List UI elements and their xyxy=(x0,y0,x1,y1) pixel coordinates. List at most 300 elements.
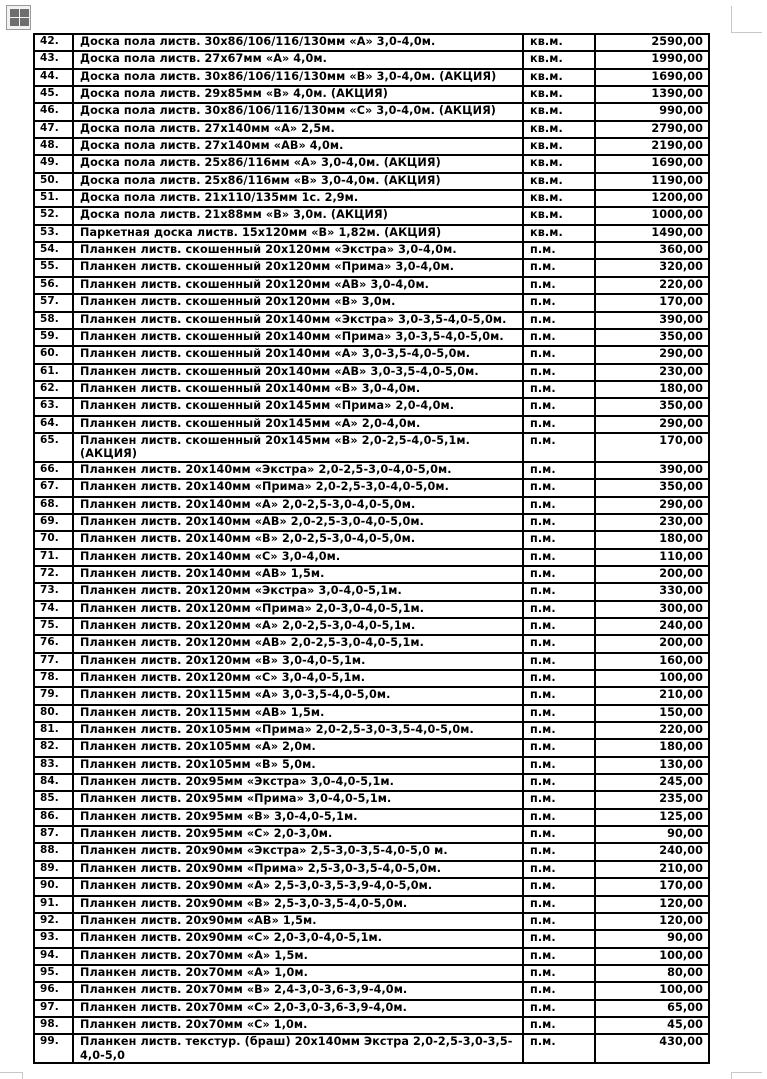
table-row xyxy=(34,242,709,259)
price-cell[interactable]: 350,00 xyxy=(595,398,709,415)
row-number-cell[interactable]: 81. xyxy=(34,722,73,739)
table-row xyxy=(34,687,709,704)
unit-cell[interactable]: п.м. xyxy=(523,566,595,583)
table-row xyxy=(34,583,709,600)
table-row xyxy=(34,190,709,207)
price-cell[interactable]: 170,00 xyxy=(595,433,709,462)
table-row xyxy=(34,103,709,120)
row-number-cell[interactable]: 79. xyxy=(34,687,73,704)
price-cell[interactable]: 430,00 xyxy=(595,1034,709,1063)
table-row xyxy=(34,207,709,224)
product-description-cell[interactable]: Планкен листв. 20х105мм «Прима» 2,0-2,5-3,0-3,5-4,0-5,0м. xyxy=(73,722,523,739)
product-description-cell[interactable]: Планкен листв. 20х120мм «Прима» 2,0-3,0-4,0-5,1м. xyxy=(73,601,523,618)
table-row xyxy=(34,705,709,722)
product-description-cell[interactable]: Доска пола листв. 25х86/116мм «В» 3,0-4,0м. (АКЦИЯ) xyxy=(73,173,523,190)
unit-cell[interactable]: кв.м. xyxy=(523,173,595,190)
table-row xyxy=(34,329,709,346)
product-description-cell[interactable]: Планкен листв. 20х120мм «А» 2,0-2,5-3,0-4,0-5,1м. xyxy=(73,618,523,635)
table-row xyxy=(34,635,709,652)
row-number-cell[interactable]: 84. xyxy=(34,774,73,791)
unit-cell[interactable]: кв.м. xyxy=(523,121,595,138)
product-description-cell[interactable]: Планкен листв. 20х70мм «С» 2,0-3,0-3,6-3,9-4,0м. xyxy=(73,1000,523,1017)
row-number-cell[interactable]: 86. xyxy=(34,809,73,826)
row-number-cell[interactable]: 89. xyxy=(34,861,73,878)
table-row xyxy=(34,843,709,860)
product-description-cell[interactable]: Паркетная доска листв. 15х120мм «В» 1,82м. (АКЦИЯ) xyxy=(73,225,523,242)
unit-cell[interactable]: п.м. xyxy=(523,653,595,670)
handle-square xyxy=(10,9,19,17)
table-row xyxy=(34,566,709,583)
row-number-cell[interactable]: 82. xyxy=(34,739,73,756)
unit-cell[interactable]: п.м. xyxy=(523,346,595,363)
table-row xyxy=(34,381,709,398)
table-row xyxy=(34,398,709,415)
product-description-cell[interactable]: Планкен листв. 20х140мм «А» 2,0-2,5-3,0-4,0-5,0м. xyxy=(73,497,523,514)
product-description-cell[interactable]: Планкен листв. 20х115мм «А» 3,0-3,5-4,0-5,0м. xyxy=(73,687,523,704)
table-row xyxy=(34,34,709,51)
price-cell[interactable]: 240,00 xyxy=(595,843,709,860)
price-cell[interactable]: 200,00 xyxy=(595,566,709,583)
row-number-cell[interactable]: 92. xyxy=(34,913,73,930)
unit-cell[interactable]: п.м. xyxy=(523,1000,595,1017)
unit-cell[interactable]: п.м. xyxy=(523,259,595,276)
table-row xyxy=(34,809,709,826)
product-description-cell[interactable]: Планкен листв. 20х140мм «АВ» 1,5м. xyxy=(73,566,523,583)
product-description-cell[interactable]: Доска пола листв. 27х140мм «А» 2,5м. xyxy=(73,121,523,138)
unit-cell[interactable]: п.м. xyxy=(523,913,595,930)
product-description-cell[interactable]: Планкен листв. 20х70мм «В» 2,4-3,0-3,6-3,9-4,0м. xyxy=(73,982,523,999)
row-number-cell[interactable]: 66. xyxy=(34,462,73,479)
table-row xyxy=(34,1017,709,1034)
unit-cell[interactable]: п.м. xyxy=(523,826,595,843)
price-cell[interactable]: 180,00 xyxy=(595,381,709,398)
price-cell[interactable]: 90,00 xyxy=(595,826,709,843)
price-cell[interactable]: 2790,00 xyxy=(595,121,709,138)
row-number-cell[interactable]: 77. xyxy=(34,653,73,670)
row-number-cell[interactable]: 93. xyxy=(34,930,73,947)
price-cell[interactable]: 130,00 xyxy=(595,757,709,774)
unit-cell[interactable]: п.м. xyxy=(523,843,595,860)
product-description-cell[interactable]: Планкен листв. 20х95мм «Прима» 3,0-4,0-5,1м. xyxy=(73,791,523,808)
table-row xyxy=(34,878,709,895)
price-cell[interactable]: 390,00 xyxy=(595,312,709,329)
unit-cell[interactable]: п.м. xyxy=(523,277,595,294)
product-description-cell[interactable]: Планкен листв. скошенный 20х145мм «Прима» 2,0-4,0м. xyxy=(73,398,523,415)
table-row xyxy=(34,364,709,381)
product-description-cell[interactable]: Планкен листв. 20х90мм «А» 2,5-3,0-3,5-3,9-4,0-5,0м. xyxy=(73,878,523,895)
row-number-cell[interactable]: 68. xyxy=(34,497,73,514)
unit-cell[interactable]: п.м. xyxy=(523,312,595,329)
row-number-cell[interactable]: 88. xyxy=(34,843,73,860)
price-cell[interactable]: 1000,00 xyxy=(595,207,709,224)
row-number-cell[interactable]: 49. xyxy=(34,155,73,172)
row-number-cell[interactable]: 90. xyxy=(34,878,73,895)
table-row xyxy=(34,861,709,878)
unit-cell[interactable]: кв.м. xyxy=(523,207,595,224)
price-cell[interactable]: 240,00 xyxy=(595,618,709,635)
row-number-cell[interactable]: 65. xyxy=(34,433,73,462)
row-number-cell[interactable]: 58. xyxy=(34,312,73,329)
unit-cell[interactable]: п.м. xyxy=(523,930,595,947)
unit-cell[interactable]: п.м. xyxy=(523,294,595,311)
price-cell[interactable]: 170,00 xyxy=(595,878,709,895)
unit-cell[interactable]: кв.м. xyxy=(523,51,595,68)
row-number-cell[interactable]: 74. xyxy=(34,601,73,618)
product-description-cell[interactable]: Планкен листв. скошенный 20х140мм «Прима» 3,0-3,5-4,0-5,0м. xyxy=(73,329,523,346)
unit-cell[interactable]: п.м. xyxy=(523,364,595,381)
price-cell[interactable]: 290,00 xyxy=(595,346,709,363)
page-corner-mark-bottom-right xyxy=(731,1072,762,1079)
product-description-cell[interactable]: Планкен листв. 20х70мм «А» 1,5м. xyxy=(73,948,523,965)
product-description-cell[interactable]: Планкен листв. 20х140мм «В» 2,0-2,5-3,0-4,0-5,0м. xyxy=(73,531,523,548)
unit-cell[interactable]: п.м. xyxy=(523,462,595,479)
table-row xyxy=(34,774,709,791)
table-row xyxy=(34,514,709,531)
unit-cell[interactable]: кв.м. xyxy=(523,103,595,120)
price-cell[interactable]: 350,00 xyxy=(595,329,709,346)
table-row xyxy=(34,930,709,947)
price-cell[interactable]: 330,00 xyxy=(595,583,709,600)
row-number-cell[interactable]: 71. xyxy=(34,549,73,566)
table-row xyxy=(34,497,709,514)
unit-cell[interactable]: п.м. xyxy=(523,242,595,259)
unit-cell[interactable]: п.м. xyxy=(523,896,595,913)
unit-cell[interactable]: п.м. xyxy=(523,635,595,652)
table-row xyxy=(34,531,709,548)
row-number-cell[interactable]: 45. xyxy=(34,86,73,103)
handle-square xyxy=(20,18,29,26)
unit-cell[interactable]: п.м. xyxy=(523,601,595,618)
product-description-cell[interactable]: Планкен листв. 20х90мм «Экстра» 2,5-3,0-3,5-4,0-5,0 м. xyxy=(73,843,523,860)
table-row xyxy=(34,479,709,496)
row-number-cell[interactable]: 94. xyxy=(34,948,73,965)
unit-cell[interactable]: п.м. xyxy=(523,497,595,514)
product-description-cell[interactable]: Планкен листв. 20х95мм «Экстра» 3,0-4,0-5,1м. xyxy=(73,774,523,791)
row-number-cell[interactable]: 76. xyxy=(34,635,73,652)
table-row xyxy=(34,826,709,843)
price-cell[interactable]: 390,00 xyxy=(595,462,709,479)
table-row xyxy=(34,1000,709,1017)
price-cell[interactable]: 100,00 xyxy=(595,982,709,999)
price-cell[interactable]: 1390,00 xyxy=(595,86,709,103)
table-row xyxy=(34,462,709,479)
table-row xyxy=(34,225,709,242)
price-cell[interactable]: 210,00 xyxy=(595,861,709,878)
table-row xyxy=(34,618,709,635)
price-table-body xyxy=(34,34,709,1063)
table-row xyxy=(34,416,709,433)
row-number-cell[interactable]: 54. xyxy=(34,242,73,259)
table-row xyxy=(34,259,709,276)
price-cell[interactable]: 230,00 xyxy=(595,514,709,531)
product-description-cell[interactable]: Планкен листв. 20х120мм «Экстра» 3,0-4,0-5,1м. xyxy=(73,583,523,600)
table-move-handle-icon[interactable] xyxy=(6,5,31,30)
product-description-cell[interactable]: Планкен листв. 20х140мм «Экстра» 2,0-2,5-3,0-4,0-5,0м. xyxy=(73,462,523,479)
price-cell[interactable]: 160,00 xyxy=(595,653,709,670)
price-cell[interactable]: 180,00 xyxy=(595,531,709,548)
row-number-cell[interactable]: 56. xyxy=(34,277,73,294)
product-description-cell[interactable]: Планкен листв. текстур. (браш) 20х140мм Экстра 2,0-2,5-3,0-3,5-4,0-5,0 xyxy=(73,1034,523,1063)
price-cell[interactable]: 120,00 xyxy=(595,913,709,930)
price-cell[interactable]: 230,00 xyxy=(595,364,709,381)
product-description-cell[interactable]: Планкен листв. 20х120мм «АВ» 2,0-2,5-3,0-4,0-5,1м. xyxy=(73,635,523,652)
row-number-cell[interactable]: 62. xyxy=(34,381,73,398)
product-description-cell[interactable]: Планкен листв. 20х105мм «А» 2,0м. xyxy=(73,739,523,756)
unit-cell[interactable]: кв.м. xyxy=(523,155,595,172)
table-row xyxy=(34,277,709,294)
row-number-cell[interactable]: 80. xyxy=(34,705,73,722)
table-row xyxy=(34,791,709,808)
product-description-cell[interactable]: Планкен листв. скошенный 20х120мм «Прима» 3,0-4,0м. xyxy=(73,259,523,276)
product-description-cell[interactable]: Планкен листв. скошенный 20х140мм «В» 3,0-4,0м. xyxy=(73,381,523,398)
unit-cell[interactable]: п.м. xyxy=(523,618,595,635)
product-description-cell[interactable]: Доска пола листв. 27х140мм «АВ» 4,0м. xyxy=(73,138,523,155)
table-row xyxy=(34,294,709,311)
unit-cell[interactable]: п.м. xyxy=(523,809,595,826)
unit-cell[interactable]: кв.м. xyxy=(523,190,595,207)
unit-cell[interactable]: п.м. xyxy=(523,1034,595,1063)
row-number-cell[interactable]: 83. xyxy=(34,757,73,774)
product-description-cell[interactable]: Планкен листв. 20х70мм «А» 1,0м. xyxy=(73,965,523,982)
price-cell[interactable]: 100,00 xyxy=(595,670,709,687)
product-description-cell[interactable]: Планкен листв. 20х115мм «АВ» 1,5м. xyxy=(73,705,523,722)
unit-cell[interactable]: п.м. xyxy=(523,722,595,739)
row-number-cell[interactable]: 67. xyxy=(34,479,73,496)
unit-cell[interactable]: п.м. xyxy=(523,479,595,496)
unit-cell[interactable]: п.м. xyxy=(523,381,595,398)
price-cell[interactable]: 1990,00 xyxy=(595,51,709,68)
price-cell[interactable]: 210,00 xyxy=(595,687,709,704)
product-description-cell[interactable]: Доска пола листв. 30х86/106/116/130мм «А» 3,0-4,0м. xyxy=(73,34,523,51)
price-cell[interactable]: 120,00 xyxy=(595,896,709,913)
product-description-cell[interactable]: Планкен листв. 20х105мм «В» 5,0м. xyxy=(73,757,523,774)
unit-cell[interactable]: п.м. xyxy=(523,739,595,756)
row-number-cell[interactable]: 64. xyxy=(34,416,73,433)
product-description-cell[interactable]: Планкен листв. 20х95мм «С» 2,0-3,0м. xyxy=(73,826,523,843)
product-description-cell[interactable]: Планкен листв. скошенный 20х140мм «Экстра» 3,0-3,5-4,0-5,0м. xyxy=(73,312,523,329)
price-cell[interactable]: 235,00 xyxy=(595,791,709,808)
row-number-cell[interactable]: 44. xyxy=(34,69,73,86)
unit-cell[interactable]: п.м. xyxy=(523,861,595,878)
price-cell[interactable]: 360,00 xyxy=(595,242,709,259)
row-number-cell[interactable]: 99. xyxy=(34,1034,73,1063)
price-cell[interactable]: 300,00 xyxy=(595,601,709,618)
product-description-cell[interactable]: Планкен листв. скошенный 20х120мм «Экстра» 3,0-4,0м. xyxy=(73,242,523,259)
unit-cell[interactable]: п.м. xyxy=(523,514,595,531)
product-description-cell[interactable]: Планкен листв. скошенный 20х140мм «А» 3,0-3,5-4,0-5,0м. xyxy=(73,346,523,363)
table-row xyxy=(34,982,709,999)
handle-square xyxy=(10,18,19,26)
unit-cell[interactable]: п.м. xyxy=(523,878,595,895)
table-row xyxy=(34,312,709,329)
price-cell[interactable]: 80,00 xyxy=(595,965,709,982)
product-description-cell[interactable]: Планкен листв. скошенный 20х120мм «В» 3,0м. xyxy=(73,294,523,311)
price-cell[interactable]: 150,00 xyxy=(595,705,709,722)
price-cell[interactable]: 1490,00 xyxy=(595,225,709,242)
unit-cell[interactable]: п.м. xyxy=(523,757,595,774)
row-number-cell[interactable]: 57. xyxy=(34,294,73,311)
product-description-cell[interactable]: Планкен листв. 20х90мм «В» 2,5-3,0-3,5-4,0-5,0м. xyxy=(73,896,523,913)
unit-cell[interactable]: п.м. xyxy=(523,1017,595,1034)
unit-cell[interactable]: п.м. xyxy=(523,416,595,433)
table-row xyxy=(34,86,709,103)
unit-cell[interactable]: п.м. xyxy=(523,791,595,808)
product-description-cell[interactable]: Планкен листв. скошенный 20х145мм «В» 2,0-2,5-4,0-5,1м. (АКЦИЯ) xyxy=(73,433,523,462)
row-number-cell[interactable]: 52. xyxy=(34,207,73,224)
price-cell[interactable]: 90,00 xyxy=(595,930,709,947)
price-cell[interactable]: 65,00 xyxy=(595,1000,709,1017)
row-number-cell[interactable]: 63. xyxy=(34,398,73,415)
row-number-cell[interactable]: 46. xyxy=(34,103,73,120)
row-number-cell[interactable]: 78. xyxy=(34,670,73,687)
table-row xyxy=(34,757,709,774)
product-description-cell[interactable]: Доска пола листв. 29х85мм «В» 4,0м. (АКЦИЯ) xyxy=(73,86,523,103)
unit-cell[interactable]: п.м. xyxy=(523,965,595,982)
product-description-cell[interactable]: Планкен листв. 20х70мм «С» 1,0м. xyxy=(73,1017,523,1034)
product-description-cell[interactable]: Доска пола листв. 30х86/106/116/130мм «С» 3,0-4,0м. (АКЦИЯ) xyxy=(73,103,523,120)
product-description-cell[interactable]: Планкен листв. 20х140мм «АВ» 2,0-2,5-3,0-4,0-5,0м. xyxy=(73,514,523,531)
table-row xyxy=(34,121,709,138)
price-cell[interactable]: 100,00 xyxy=(595,948,709,965)
row-number-cell[interactable]: 87. xyxy=(34,826,73,843)
unit-cell[interactable]: кв.м. xyxy=(523,86,595,103)
unit-cell[interactable]: п.м. xyxy=(523,687,595,704)
row-number-cell[interactable]: 60. xyxy=(34,346,73,363)
table-row xyxy=(34,549,709,566)
price-cell[interactable]: 125,00 xyxy=(595,809,709,826)
product-description-cell[interactable]: Планкен листв. скошенный 20х140мм «АВ» 3,0-3,5-4,0-5,0м. xyxy=(73,364,523,381)
table-row xyxy=(34,653,709,670)
unit-cell[interactable]: п.м. xyxy=(523,398,595,415)
product-description-cell[interactable]: Планкен листв. скошенный 20х145мм «А» 2,0-4,0м. xyxy=(73,416,523,433)
table-row xyxy=(34,601,709,618)
price-cell[interactable]: 320,00 xyxy=(595,259,709,276)
row-number-cell[interactable]: 55. xyxy=(34,259,73,276)
row-number-cell[interactable]: 98. xyxy=(34,1017,73,1034)
product-description-cell[interactable]: Доска пола листв. 27х67мм «А» 4,0м. xyxy=(73,51,523,68)
unit-cell[interactable]: п.м. xyxy=(523,774,595,791)
price-cell[interactable]: 1690,00 xyxy=(595,69,709,86)
row-number-cell[interactable]: 48. xyxy=(34,138,73,155)
row-number-cell[interactable]: 73. xyxy=(34,583,73,600)
table-row xyxy=(34,896,709,913)
row-number-cell[interactable]: 75. xyxy=(34,618,73,635)
table-row xyxy=(34,739,709,756)
unit-cell[interactable]: п.м. xyxy=(523,705,595,722)
row-number-cell[interactable]: 96. xyxy=(34,982,73,999)
row-number-cell[interactable]: 59. xyxy=(34,329,73,346)
price-cell[interactable]: 220,00 xyxy=(595,277,709,294)
price-cell[interactable]: 990,00 xyxy=(595,103,709,120)
row-number-cell[interactable]: 43. xyxy=(34,51,73,68)
product-description-cell[interactable]: Доска пола листв. 25х86/116мм «А» 3,0-4,0м. (АКЦИЯ) xyxy=(73,155,523,172)
price-cell[interactable]: 290,00 xyxy=(595,497,709,514)
product-description-cell[interactable]: Планкен листв. 20х90мм «Прима» 2,5-3,0-3,5-4,0-5,0м. xyxy=(73,861,523,878)
table-row xyxy=(34,433,709,462)
table-row xyxy=(34,913,709,930)
price-cell[interactable]: 350,00 xyxy=(595,479,709,496)
page-corner-mark-bottom-left xyxy=(0,1072,23,1079)
product-description-cell[interactable]: Планкен листв. 20х140мм «Прима» 2,0-2,5-3,0-4,0-5,0м. xyxy=(73,479,523,496)
product-description-cell[interactable]: Планкен листв. 20х120мм «С» 3,0-4,0-5,1м. xyxy=(73,670,523,687)
table-row xyxy=(34,69,709,86)
price-cell[interactable]: 1190,00 xyxy=(595,173,709,190)
row-number-cell[interactable]: 42. xyxy=(34,34,73,51)
price-cell[interactable]: 220,00 xyxy=(595,722,709,739)
unit-cell[interactable]: п.м. xyxy=(523,433,595,462)
price-cell[interactable]: 2190,00 xyxy=(595,138,709,155)
product-description-cell[interactable]: Планкен листв. 20х90мм «С» 2,0-3,0-4,0-5,1м. xyxy=(73,930,523,947)
product-description-cell[interactable]: Планкен листв. 20х140мм «С» 3,0-4,0м. xyxy=(73,549,523,566)
unit-cell[interactable]: кв.м. xyxy=(523,138,595,155)
unit-cell[interactable]: кв.м. xyxy=(523,69,595,86)
price-cell[interactable]: 1690,00 xyxy=(595,155,709,172)
unit-cell[interactable]: п.м. xyxy=(523,982,595,999)
table-row xyxy=(34,965,709,982)
unit-cell[interactable]: п.м. xyxy=(523,583,595,600)
row-number-cell[interactable]: 91. xyxy=(34,896,73,913)
price-cell[interactable]: 200,00 xyxy=(595,635,709,652)
unit-cell[interactable]: кв.м. xyxy=(523,34,595,51)
table-row xyxy=(34,51,709,68)
row-number-cell[interactable]: 95. xyxy=(34,965,73,982)
unit-cell[interactable]: п.м. xyxy=(523,670,595,687)
unit-cell[interactable]: п.м. xyxy=(523,531,595,548)
row-number-cell[interactable]: 97. xyxy=(34,1000,73,1017)
handle-square xyxy=(20,9,29,17)
table-row xyxy=(34,346,709,363)
price-cell[interactable]: 245,00 xyxy=(595,774,709,791)
row-number-cell[interactable]: 70. xyxy=(34,531,73,548)
row-number-cell[interactable]: 51. xyxy=(34,190,73,207)
product-description-cell[interactable]: Доска пола листв. 30х86/106/116/130мм «В» 3,0-4,0м. (АКЦИЯ) xyxy=(73,69,523,86)
unit-cell[interactable]: п.м. xyxy=(523,948,595,965)
price-cell[interactable]: 290,00 xyxy=(595,416,709,433)
unit-cell[interactable]: п.м. xyxy=(523,329,595,346)
product-description-cell[interactable]: Доска пола листв. 21х110/135мм 1с. 2,9м. xyxy=(73,190,523,207)
price-table xyxy=(33,33,710,1064)
table-row xyxy=(34,155,709,172)
table-row xyxy=(34,138,709,155)
product-description-cell[interactable]: Доска пола листв. 21х88мм «В» 3,0м. (АКЦИЯ) xyxy=(73,207,523,224)
row-number-cell[interactable]: 50. xyxy=(34,173,73,190)
table-row xyxy=(34,722,709,739)
product-description-cell[interactable]: Планкен листв. 20х120мм «В» 3,0-4,0-5,1м. xyxy=(73,653,523,670)
row-number-cell[interactable]: 85. xyxy=(34,791,73,808)
product-description-cell[interactable]: Планкен листв. 20х90мм «АВ» 1,5м. xyxy=(73,913,523,930)
table-row xyxy=(34,670,709,687)
price-cell[interactable]: 110,00 xyxy=(595,549,709,566)
product-description-cell[interactable]: Планкен листв. скошенный 20х120мм «АВ» 3,0-4,0м. xyxy=(73,277,523,294)
table-row xyxy=(34,948,709,965)
price-cell[interactable]: 1200,00 xyxy=(595,190,709,207)
price-cell[interactable]: 180,00 xyxy=(595,739,709,756)
product-description-cell[interactable]: Планкен листв. 20х95мм «В» 3,0-4,0-5,1м. xyxy=(73,809,523,826)
table-row xyxy=(34,1034,709,1063)
row-number-cell[interactable]: 61. xyxy=(34,364,73,381)
unit-cell[interactable]: кв.м. xyxy=(523,225,595,242)
price-cell[interactable]: 2590,00 xyxy=(595,34,709,51)
unit-cell[interactable]: п.м. xyxy=(523,549,595,566)
table-row xyxy=(34,173,709,190)
price-cell[interactable]: 45,00 xyxy=(595,1017,709,1034)
price-cell[interactable]: 170,00 xyxy=(595,294,709,311)
page-corner-mark-top-right xyxy=(731,6,762,33)
row-number-cell[interactable]: 72. xyxy=(34,566,73,583)
row-number-cell[interactable]: 53. xyxy=(34,225,73,242)
row-number-cell[interactable]: 47. xyxy=(34,121,73,138)
row-number-cell[interactable]: 69. xyxy=(34,514,73,531)
